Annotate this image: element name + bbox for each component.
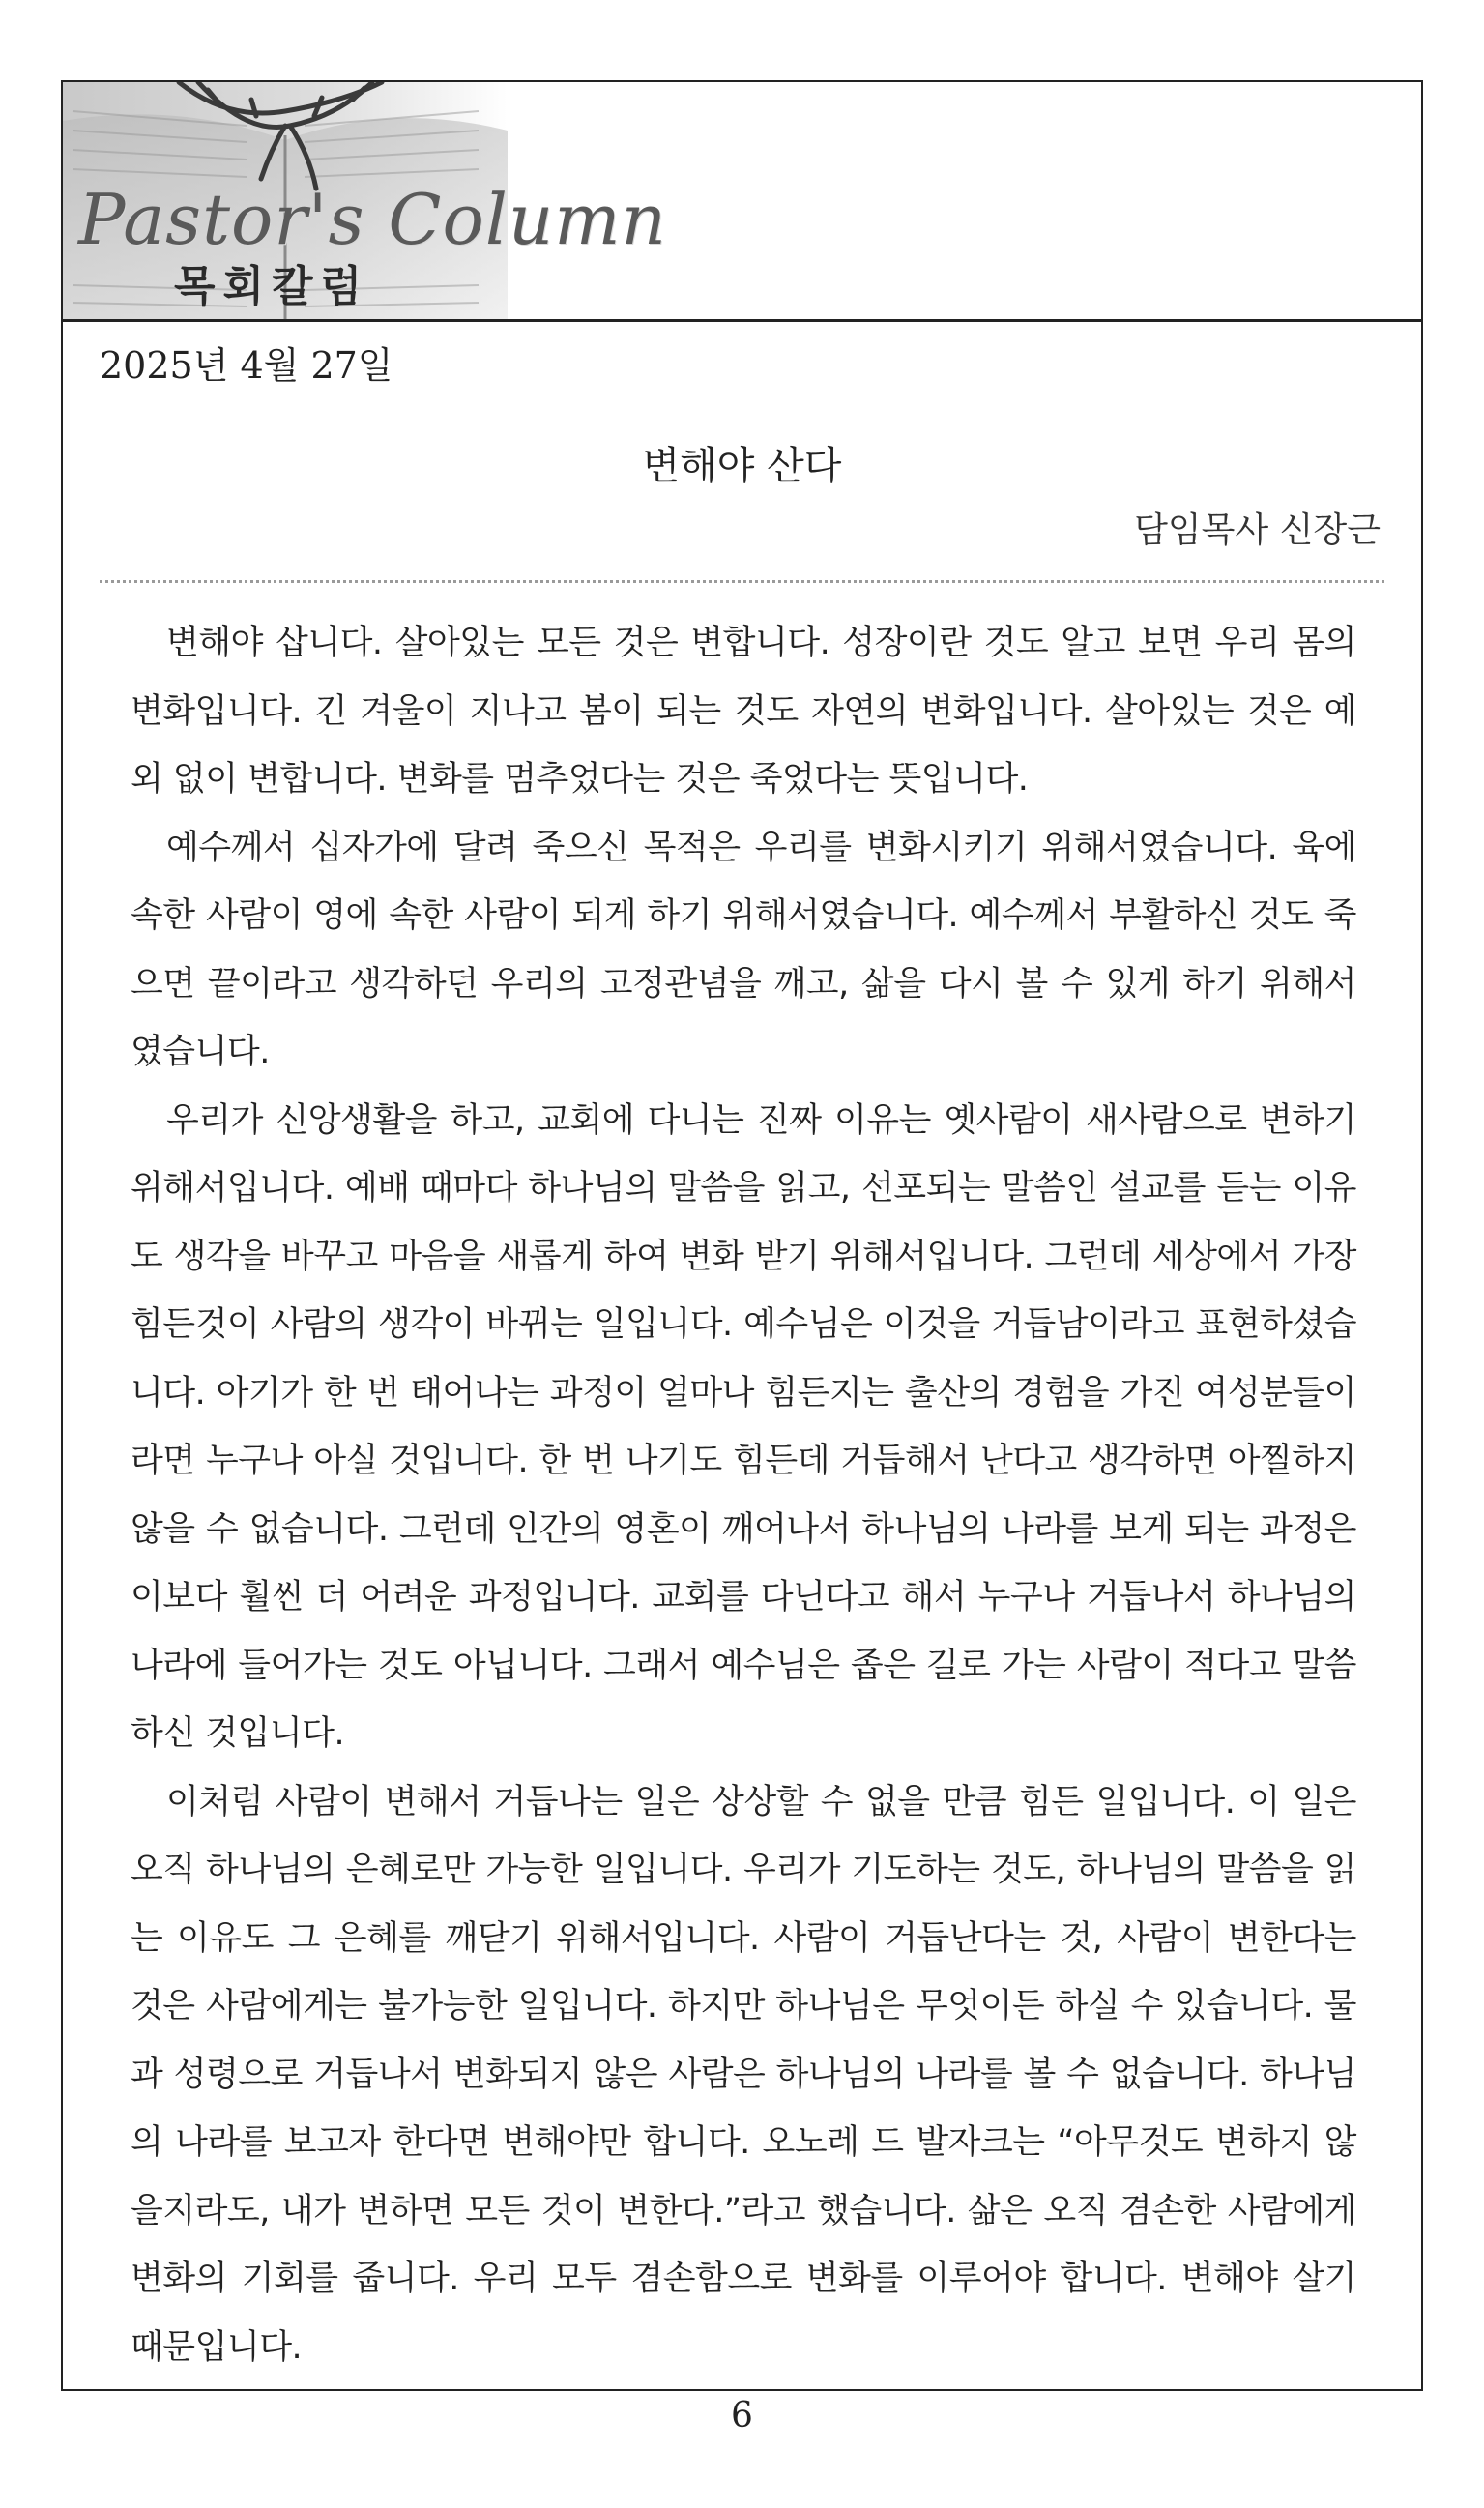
pastors-column-logo: Pastor's Column [78,179,667,260]
article-paragraph: 우리가 신앙생활을 하고, 교회에 다니는 진짜 이유는 옛사람이 새사람으로 변하기 위해서입니다. 예배 때마다 하나님의 말씀을 읽고, 선포되는 말씀인 설교를 듣는 이유도 생각을 바꾸고 마음을 새롭게 하여 변화 받기 위해서입니다. 그런데 세상에서 가장 힘든것이 사람의 생각이 바뀌는 일입니다. 예수님은 이것을 거듭남이라고 표현하셨습니다. 아기가 한 번 태어나는 과정이 얼마나 힘든지는 출산의 경험을 가진 여성분들이라면 누구나 아실 것입니다. 한 번 나기도 힘든데 거듭해서 난다고 생각하면 아찔하지 않을 수 없습니다. 그런데 인간의 영혼이 깨어나서 하나님의 나라를 보게 되는 과정은 이보다 훨씬 더 어려운 과정입니다. 교회를 다닌다고 해서 누구나 거듭나서 하나님의 나라에 들어가는 것도 아닙니다. 그래서 예수님은 좁은 길로 가는 사람이 적다고 말씀하신 것입니다. [131,1100,1356,1753]
column-date: 2025년 4월 27일 [100,344,393,387]
column-header [63,82,1421,322]
article-paragraph: 예수께서 십자가에 달려 죽으신 목적은 우리를 변화시키기 위해서였습니다. 육에 속한 사람이 영에 속한 사람이 되게 하기 위해서였습니다. 예수께서 부활하신 것도 죽으면 끝이라고 생각하던 우리의 고정관념을 깨고, 삶을 다시 볼 수 있게 하기 위해서였습니다. [131,828,1356,1071]
page-number: 6 [731,2396,753,2435]
article-paragraph: 이처럼 사람이 변해서 거듭나는 일은 상상할 수 없을 만큼 힘든 일입니다. 이 일은 오직 하나님의 은혜로만 가능한 일입니다. 우리가 기도하는 것도, 하나님의 말씀을 읽는 이유도 그 은혜를 깨닫기 위해서입니다. 사람이 거듭난다는 것, 사람이 변한다는 것은 사람에게는 불가능한 일입니다. 하지만 하나님은 무엇이든 하실 수 있습니다. 물과 성령으로 거듭나서 변화되지 않은 사람은 하나님의 나라를 볼 수 없습니다. 하나님의 나라를 보고자 한다면 변해야만 합니다. 오노레 드 발자크는 “아무것도 변하지 않을지라도, 내가 변하면 모든 것이 변한다.”라고 했습니다. 삶은 오직 겸손한 사람에게 변화의 기회를 줍니다. 우리 모두 겸손함으로 변화를 이루어야 합니다. 변해야 살기 때문입니다. [131,1782,1356,2367]
article-author: 담임목사 신장근 [1134,510,1381,550]
column-subtitle: 목회칼럼 [174,262,370,311]
article-paragraph: 변해야 삽니다. 살아있는 모든 것은 변합니다. 성장이란 것도 알고 보면 우리 몸의 변화입니다. 긴 겨울이 지나고 봄이 되는 것도 자연의 변화입니다. 살아있는 것은 예외 없이 변합니다. 변화를 멈추었다는 것은 죽었다는 뜻입니다. [131,624,1356,799]
article-body [131,609,1356,2381]
article-title: 변해야 산다 [642,444,842,488]
dotted-divider [100,580,1384,583]
column-frame [61,80,1423,2391]
